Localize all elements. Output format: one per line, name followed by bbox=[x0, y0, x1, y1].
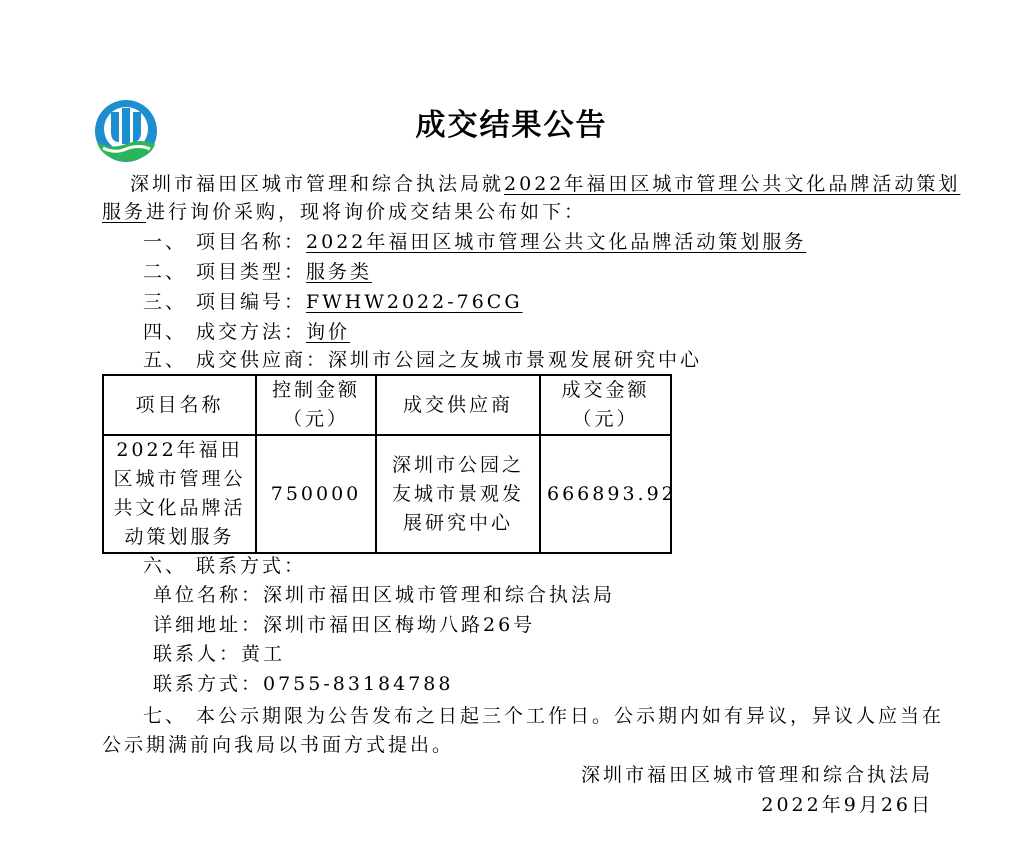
contact-address: 详细地址：深圳市福田区梅坳八路26号 bbox=[153, 614, 536, 636]
document-title: 成交结果公告 bbox=[415, 108, 608, 143]
signature-date: 2022年9月26日 bbox=[761, 794, 933, 816]
item-value: 深圳市公园之友城市景观发展研究中心 bbox=[328, 349, 703, 371]
item-label: 一、 项目名称： bbox=[143, 231, 307, 253]
results-table bbox=[102, 374, 677, 554]
signature-org: 深圳市福田区城市管理和综合执法局 bbox=[580, 764, 933, 786]
intro-project-name: 2022年福田区城市管理公共文化品牌活动策划 bbox=[504, 173, 961, 195]
intro-suffix: 进行询价采购，现将询价成交结果公布如下： bbox=[146, 201, 587, 223]
item-project-name bbox=[143, 228, 806, 256]
intro-project-name-cont: 服务 bbox=[102, 201, 147, 223]
item-project-number bbox=[143, 288, 523, 316]
contact-unit: 单位名称：深圳市福田区城市管理和综合执法局 bbox=[153, 584, 616, 606]
header-supplier: 成交供应商 bbox=[376, 375, 540, 435]
notice-line-2: 公示期满前向我局以书面方式提出。 bbox=[102, 734, 455, 756]
item-value: 询价 bbox=[306, 321, 351, 343]
item-label: 四、 成交方法： bbox=[143, 321, 307, 343]
table-header-row bbox=[103, 375, 671, 435]
notice-line-1: 七、 本公示期限为公告发布之日起三个工作日。公示期内如有异议，异议人应当在 bbox=[143, 705, 945, 727]
header-deal-amount: 成交金额（元） bbox=[540, 375, 671, 435]
item-value: 2022年福田区城市管理公共文化品牌活动策划服务 bbox=[306, 231, 807, 253]
intro-line-1 bbox=[130, 170, 960, 198]
contact-person: 联系人：黄工 bbox=[153, 643, 286, 665]
intro-line-2 bbox=[102, 198, 586, 226]
item-method bbox=[143, 318, 350, 346]
table-row bbox=[103, 435, 671, 553]
item-value: 服务类 bbox=[306, 261, 373, 283]
item-label: 五、 成交供应商： bbox=[143, 349, 329, 371]
cell-control-amount: 750000 bbox=[256, 435, 376, 553]
item-label: 二、 项目类型： bbox=[143, 261, 307, 283]
cell-project-name: 2022年福田区城市管理公共文化品牌活动策划服务 bbox=[103, 435, 256, 553]
cell-deal-amount: 666893.92 bbox=[540, 435, 671, 553]
header-project-name: 项目名称 bbox=[103, 375, 256, 435]
cell-supplier: 深圳市公园之友城市景观发展研究中心 bbox=[376, 435, 540, 553]
item-project-type bbox=[143, 258, 372, 286]
item-supplier bbox=[143, 346, 702, 374]
contact-heading: 六、 联系方式： bbox=[143, 555, 307, 577]
intro-prefix: 深圳市福田区城市管理和综合执法局就 bbox=[130, 173, 505, 195]
header-control-amount: 控制金额（元） bbox=[256, 375, 376, 435]
contact-phone: 联系方式：0755-83184788 bbox=[153, 673, 454, 695]
item-label: 三、 项目编号： bbox=[143, 291, 307, 313]
item-value: FWHW2022-76CG bbox=[306, 291, 523, 313]
